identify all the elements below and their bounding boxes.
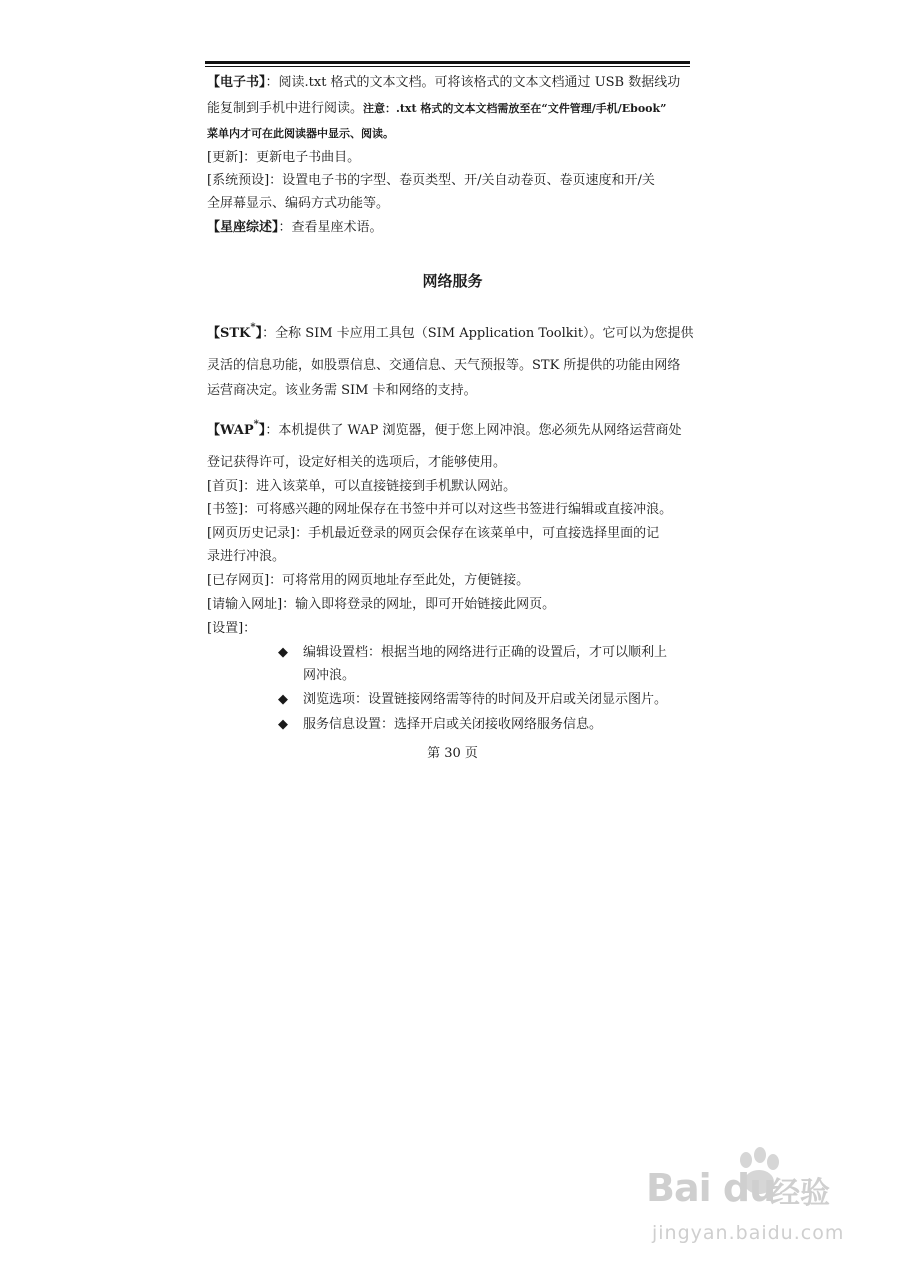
wap-line-1: 【WAP*】：本机提供了 WAP 浏览器，便于您上网冲浪。您必须先从网络运营商处 bbox=[207, 419, 682, 438]
bookmark-line: [书签]：可将感兴趣的网址保存在书签中并可以对这些书签进行编辑或直接冲浪。 bbox=[207, 502, 673, 517]
update-line: [更新]：更新电子书曲目。 bbox=[207, 150, 361, 165]
ebook-line-3: 菜单内才可在此阅读器中显示、阅读。 bbox=[207, 127, 394, 140]
baidu-jingyan-watermark bbox=[640, 1142, 870, 1254]
bullet-edit-profile-2: 网冲浪。 bbox=[303, 668, 356, 683]
watermark-url: jingyan.baidu.com bbox=[652, 1222, 845, 1244]
wap-line-2: 登记获得许可，设定好相关的选项后，才能够使用。 bbox=[207, 455, 507, 470]
bullet-marker: ◆ bbox=[278, 692, 288, 707]
bullet-browse-options: 浏览选项：设置链接网络需等待的时间及开启或关闭显示图片。 bbox=[303, 692, 668, 707]
stk-line-1: 【STK*】：全称 SIM 卡应用工具包（SIM Application Toolkit）。它可以为您提供 bbox=[207, 322, 694, 341]
saved-pages-line: [已存网页]：可将常用的网页地址存至此处，方便链接。 bbox=[207, 573, 530, 588]
stk-line-3: 运营商决定。该业务需 SIM 卡和网络的支持。 bbox=[207, 383, 477, 398]
header-rule bbox=[205, 61, 690, 64]
header-rule-thin bbox=[205, 66, 690, 67]
bullet-marker: ◆ bbox=[278, 645, 288, 660]
ebook-line-1 bbox=[207, 75, 680, 91]
ebook-label: 【电子书】 bbox=[207, 75, 266, 90]
bullet-service-info: 服务信息设置：选择开启或关闭接收网络服务信息。 bbox=[303, 717, 603, 732]
constellation-line: 【星座综述】：查看星座术语。 bbox=[207, 220, 383, 235]
watermark-brand: 经验 bbox=[770, 1176, 830, 1211]
bullet-marker: ◆ bbox=[278, 717, 288, 732]
stk-line-2: 灵活的信息功能，如股票信息、交通信息、天气预报等。STK 所提供的功能由网络 bbox=[207, 358, 681, 373]
ebook-line-2: 能复制到手机中进行阅读。注意：.txt 格式的文本文档需放至在“文件管理/手机/Ebook” bbox=[207, 101, 667, 116]
ebook-note: 注意：.txt 格式的文本文档需放至在“文件管理/手机/Ebook” bbox=[363, 102, 667, 115]
system-preset-line-2: 全屏幕显示、编码方式功能等。 bbox=[207, 196, 390, 211]
history-line-1: [网页历史记录]：手机最近登录的网页会保存在该菜单中，可直接选择里面的记 bbox=[207, 526, 660, 541]
bullet-edit-profile-1: 编辑设置档：根据当地的网络进行正确的设置后，才可以顺利上 bbox=[303, 645, 668, 660]
section-heading: 网络服务 bbox=[422, 272, 483, 290]
history-line-2: 录进行冲浪。 bbox=[207, 549, 286, 564]
system-preset-line-1: [系统预设]：设置电子书的字型、卷页类型、开/关自动卷页、卷页速度和开/关 bbox=[207, 173, 655, 188]
settings-line: [设置]： bbox=[207, 621, 257, 636]
ebook-text: ：阅读.txt 格式的文本文档。可将该格式的文本文档通过 USB 数据线功 bbox=[265, 75, 681, 90]
watermark-logo: Bai du bbox=[646, 1166, 776, 1210]
enter-url-line: [请输入网址]：输入即将登录的网址，即可开始链接此网页。 bbox=[207, 597, 556, 612]
page-number: 第 30 页 bbox=[427, 746, 478, 761]
home-line: [首页]：进入该菜单，可以直接链接到手机默认网站。 bbox=[207, 479, 517, 494]
